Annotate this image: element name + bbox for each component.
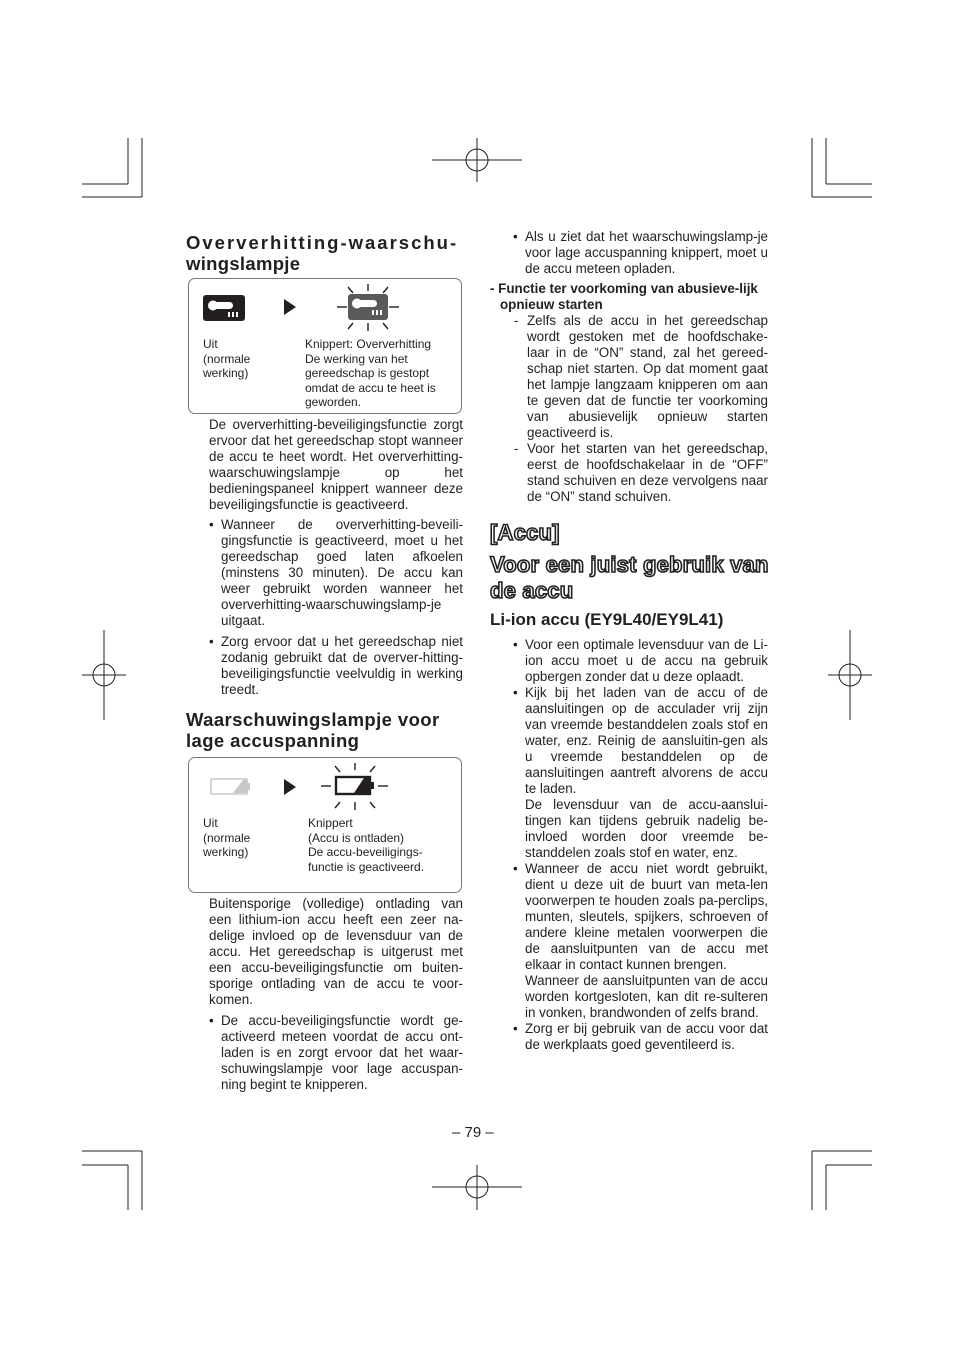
arrow-right-icon [283, 298, 297, 316]
list-item: • Als u ziet dat het waarschuwingslamp-je voor lage accuspanning knippert, moet u de accu meteen opladen. [525, 229, 768, 277]
list-item: • Wanneer de oververhitting-beveili-gingsfunctie is geactiveerd, moet u het gereedschap goed laten afkoelen (minstens 30 minuten). De accu kan weer gebruikt worden wanneer het oververhitting-waarschuwingslamp-je uitgaat. [221, 517, 463, 629]
list-item: • Wanneer de accu niet wordt gebruikt, dient u deze uit de buurt van meta-len voorwerpen te houden zoals pa-perclips, munten, sleutels, spijkers, schroeven of andere kleine metalen voorwerpen die de aansluitpunten van de accu met elkaar in contact kunnen brengen. Wanneer de aansluitpunten van de accu worden kortgesloten, kan dit re-sulteren in vonken, brandwonden of zelfs brand. [525, 861, 768, 1021]
li-ion-title: Li-ion accu (EY9L40/EY9L41) [490, 610, 724, 629]
li-ion-bullets [525, 637, 768, 1053]
list-item: • Zorg er bij gebruik van de accu voor dat de werkplaats goed geventileerd is. [525, 1021, 768, 1053]
section-title-low-voltage: Waarschuwingslampje voor lage accuspanning [186, 709, 440, 751]
caption-off: Uit (normale werking) [203, 337, 251, 381]
list-item: - Voor het starten van het gereedschap, eerst de hoofdschakelaar in de “OFF” stand schuiven en deze vervolgens naar de “ON” stand schuiven. [527, 441, 768, 505]
arrow-right-icon [283, 778, 297, 796]
caption-flashing: Knippert (Accu is ontladen) De accu-beveiligings- functie is geactiveerd. [308, 816, 425, 874]
caption-off: Uit (normale werking) [203, 816, 251, 860]
low-voltage-body: Buitensporige (volledige) ontlading van een lithium-ion accu heeft een zeer na-delige invloed op de levensduur van de accu. Het gereedschap is uitgerust met een accu-beveiligingsfunctie om buiten-sporige ontlading van de accu te voor-komen. [209, 896, 463, 1007]
overheat-bullets [221, 517, 463, 703]
caption-flashing: Knippert: Oververhitting De werking van het gereedschap is gestopt omdat de accu te heet is geworden. [305, 337, 436, 410]
restart-protection-list [527, 313, 768, 505]
overheat-indicator-panel [188, 278, 462, 414]
proper-use-title: Voor een juist gebruik van de accu [490, 552, 769, 603]
battery-lamp-icon [209, 776, 253, 798]
accu-title: [Accu] [490, 520, 560, 545]
thermometer-lamp-icon [201, 293, 249, 325]
list-item: • Zorg ervoor dat u het gereedschap niet zodanig gebruikt dat de overver-hitting-beveiligingsfunctie veelvuldig in werking treedt. [221, 634, 463, 698]
list-item: • Voor een optimale levensduur van de Li-ion accu moet u de accu na gebruik opbergen zonder dat u deze oplaadt. [525, 637, 768, 685]
list-item: - Zelfs als de accu in het gereedschap wordt gestoken met de hoofdschake-laar in de “ON” stand, zal het gereed-schap niet starten. Op dat moment gaat het lampje langzaam knipperen om aan te geven dat de functie ter voorkoming van abusievelijk opnieuw starten geactiveerd is. [527, 313, 768, 441]
low-voltage-bullets [221, 1013, 463, 1098]
list-item: • De accu-beveiligingsfunctie wordt ge-activeerd meteen voordat de accu ont-laden is en zorgt ervoor dat het waar-schuwingslampje voor lage accuspan-ning begint te knipperen. [221, 1013, 463, 1093]
page-number: – 79 – [452, 1124, 494, 1141]
low-voltage-bullet-continued [525, 229, 768, 282]
function-title: - Functie ter voorkoming van abusieve-lijk opnieuw starten [490, 281, 758, 312]
low-voltage-indicator-panel [188, 757, 462, 893]
section-title-overheat: Oververhitting-waarschu- wingslampje [186, 232, 459, 274]
overheat-body: De oververhitting-beveiligingsfunctie zorgt ervoor dat het gereedschap stopt wanneer de accu te heet wordt. Het oververhitting-waarschuwingslampje op het bedieningspaneel knippert wanneer deze beveiligingsfunctie is geactiveerd. [209, 417, 463, 512]
battery-lamp-flashing-icon [320, 762, 390, 814]
list-item: • Kijk bij het laden van de accu of de aansluitingen op de acculader vrij zijn van vreemde bestanddelen zoals stof en water, enz. Reinig de aansluitin-gen als u vreemde bestanddelen op de aansluitingen aantreft alvorens de accu te laden. De levensduur van de accu-aanslui-tingen kan tijdens gebruik nadelig be-invloed worden door vreemde be-standdelen zoals stof en water, enz. [525, 685, 768, 861]
thermometer-lamp-flashing-icon [335, 283, 401, 335]
